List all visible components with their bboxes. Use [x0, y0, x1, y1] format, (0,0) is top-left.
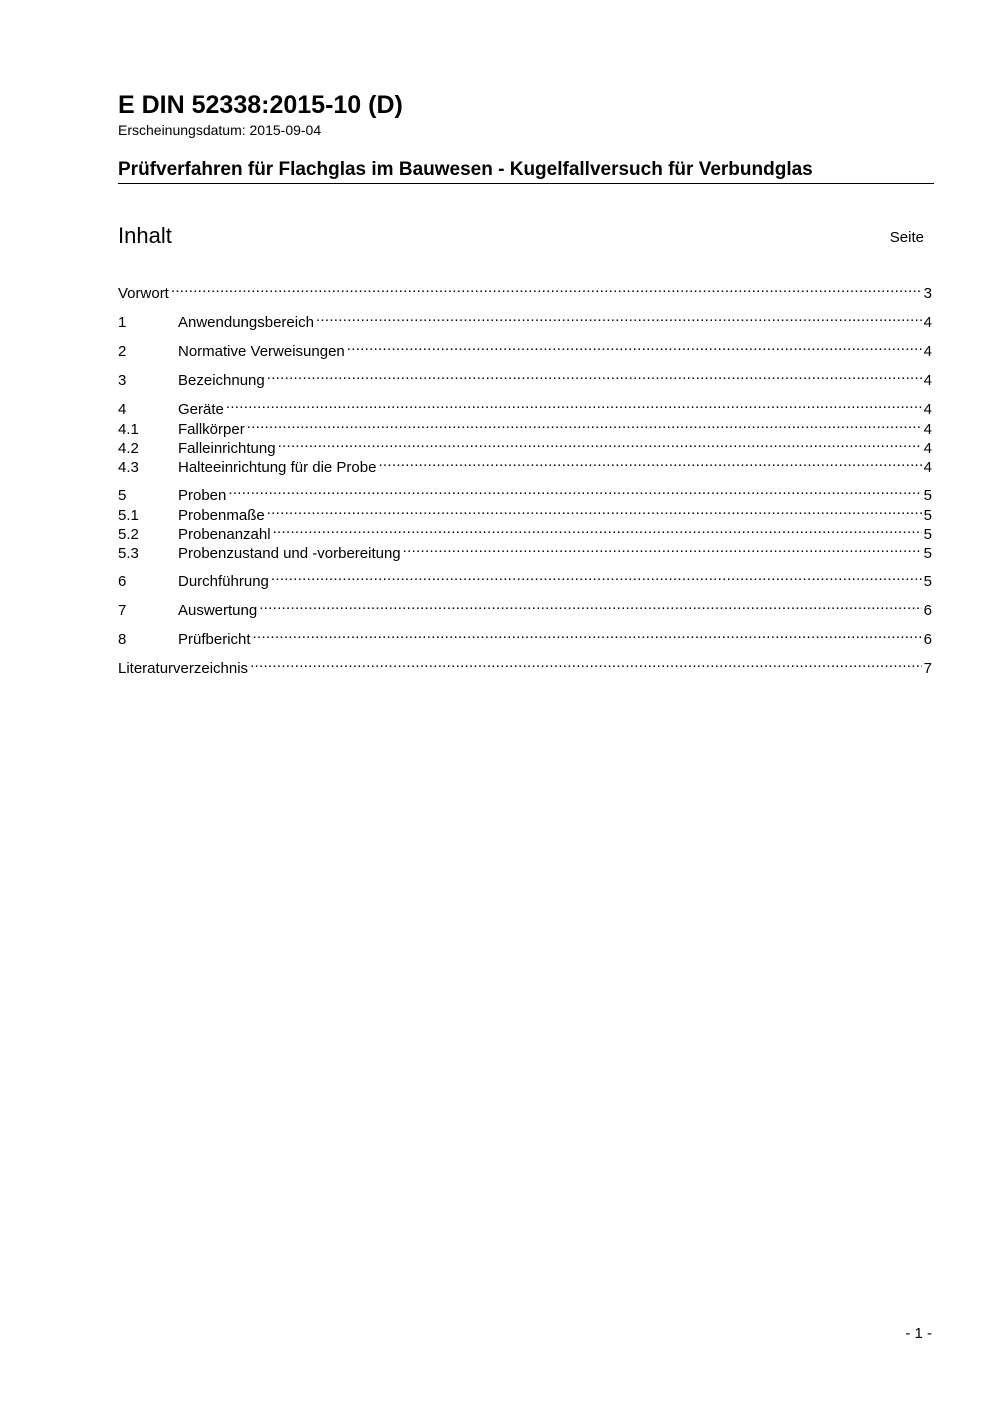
- toc-entry-page: 4: [923, 343, 932, 360]
- toc-entry-number: 5.3: [118, 545, 139, 562]
- toc-entry-label: Normative Verweisungen: [178, 343, 345, 360]
- toc-entry-number: 4: [118, 401, 127, 418]
- toc-entry-3[interactable]: [118, 365, 932, 389]
- toc-entry-6[interactable]: [118, 566, 932, 590]
- table-of-contents: [118, 278, 932, 677]
- toc-entry-number: 2: [118, 343, 127, 360]
- toc-entry-page: 6: [923, 602, 932, 619]
- toc-entry-label: Falleinrichtung: [178, 440, 276, 457]
- toc-entry-number: 7: [118, 602, 127, 619]
- toc-dot-leader: [347, 336, 922, 356]
- toc-entry-label: Probenanzahl: [178, 526, 271, 543]
- toc-entry-page: 5: [923, 545, 932, 562]
- toc-entry-page: 6: [923, 631, 932, 648]
- toc-entry-number: 6: [118, 573, 127, 590]
- toc-entry-number: 4.3: [118, 459, 139, 476]
- toc-dot-leader: [316, 307, 922, 327]
- toc-entry-label: Durchführung: [178, 573, 269, 590]
- toc-entry-page: 4: [923, 372, 932, 389]
- toc-entry-label: Proben: [178, 487, 227, 504]
- toc-entry-page: 4: [923, 314, 932, 331]
- toc-entry-label: Literaturverzeichnis: [118, 660, 249, 677]
- document-subtitle: Prüfverfahren für Flachglas im Bauwesen - Kugelfallversuch für Verbundglas: [118, 159, 813, 180]
- toc-entry-4[interactable]: [118, 394, 932, 418]
- toc-entry-5[interactable]: [118, 480, 932, 504]
- toc-entry-page: 5: [923, 507, 932, 524]
- toc-entry-label: Halteeinrichtung für die Probe: [178, 459, 377, 476]
- toc-entry-label: Probenmaße: [178, 507, 265, 524]
- toc-entry-literaturverzeichnis[interactable]: [118, 653, 932, 677]
- toc-dot-leader: [228, 480, 921, 500]
- toc-entry-page: 3: [923, 285, 932, 302]
- page-number: - 1 -: [905, 1325, 932, 1342]
- toc-entry-label: Bezeichnung: [178, 372, 265, 389]
- toc-dot-leader: [259, 595, 921, 615]
- toc-entry-page: 7: [923, 660, 932, 677]
- toc-entry-number: 1: [118, 314, 127, 331]
- toc-page-column-label: Seite: [889, 229, 924, 246]
- toc-entry-5-1[interactable]: [118, 500, 932, 524]
- toc-entry-page: 5: [923, 526, 932, 543]
- toc-entry-7[interactable]: [118, 595, 932, 619]
- toc-dot-leader: [171, 278, 922, 298]
- toc-entry-vorwort[interactable]: [118, 278, 932, 302]
- publication-date: Erscheinungsdatum: 2015-09-04: [118, 122, 322, 138]
- document-title: E DIN 52338:2015-10 (D): [118, 91, 403, 119]
- toc-entry-8[interactable]: [118, 624, 932, 648]
- toc-dot-leader: [278, 433, 922, 453]
- toc-entry-page: 4: [923, 421, 932, 438]
- toc-dot-leader: [267, 500, 922, 520]
- toc-entry-label: Geräte: [178, 401, 224, 418]
- toc-entry-page: 4: [923, 459, 932, 476]
- toc-entry-number: 5: [118, 487, 127, 504]
- toc-dot-leader: [273, 519, 922, 539]
- toc-entry-label: Probenzustand und -vorbereitung: [178, 545, 401, 562]
- toc-entry-label: Prüfbericht: [178, 631, 251, 648]
- toc-dot-leader: [247, 414, 922, 434]
- toc-entry-label: Anwendungsbereich: [178, 314, 314, 331]
- toc-entry-1[interactable]: [118, 307, 932, 331]
- toc-entry-number: 4.2: [118, 440, 139, 457]
- toc-dot-leader: [250, 653, 922, 673]
- title-divider: [118, 183, 934, 184]
- toc-entry-number: 5.2: [118, 526, 139, 543]
- toc-entry-number: 4.1: [118, 421, 139, 438]
- toc-dot-leader: [226, 394, 922, 414]
- toc-entry-page: 5: [923, 487, 932, 504]
- toc-entry-page: 5: [923, 573, 932, 590]
- toc-dot-leader: [403, 538, 922, 558]
- toc-entry-page: 4: [923, 440, 932, 457]
- toc-entry-label: Vorwort: [118, 285, 169, 302]
- toc-entry-number: 8: [118, 631, 127, 648]
- toc-heading: Inhalt: [118, 223, 172, 248]
- toc-entry-4-1[interactable]: [118, 414, 932, 438]
- toc-entry-2[interactable]: [118, 336, 932, 360]
- toc-dot-leader: [267, 365, 922, 385]
- toc-entry-label: Fallkörper: [178, 421, 245, 438]
- toc-dot-leader: [378, 452, 921, 472]
- toc-entry-label: Auswertung: [178, 602, 258, 619]
- toc-dot-leader: [253, 624, 922, 644]
- toc-dot-leader: [271, 566, 922, 586]
- toc-entry-page: 4: [923, 401, 932, 418]
- toc-entry-number: 5.1: [118, 507, 139, 524]
- toc-entry-number: 3: [118, 372, 127, 389]
